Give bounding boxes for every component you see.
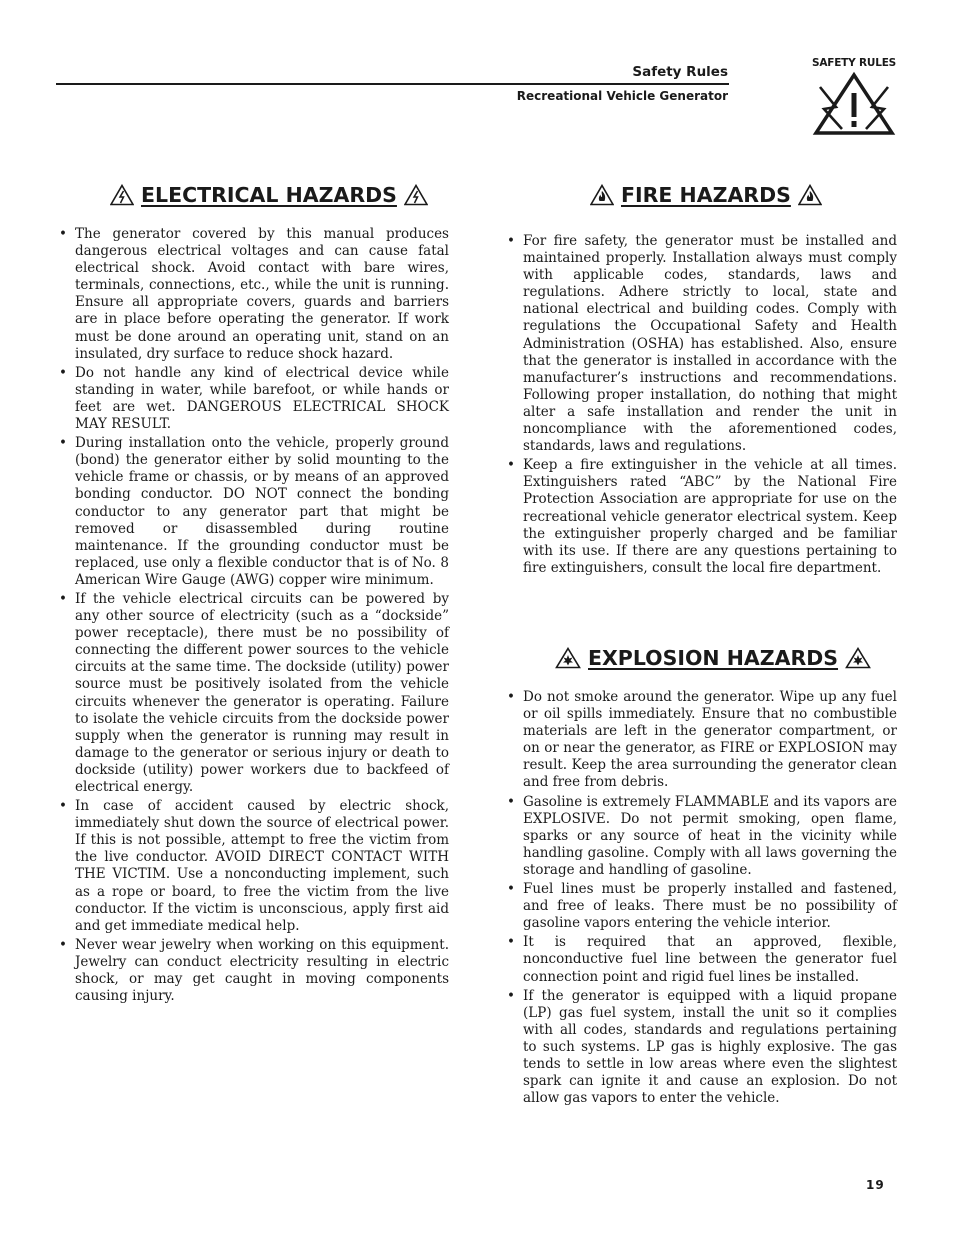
explosion-hazards-list bbox=[505, 689, 897, 1109]
list-item: • Do not smoke around the generator. Wipe up any fuel or oil spills immediately. Ensure that no combustible materials are left in the generator compartment, or on or near the generator, as FIRE or EXPLOSION may result. Keep the area surrounding the generator clean and free from debris. bbox=[505, 689, 897, 792]
safety-warning-icon bbox=[812, 71, 896, 137]
fire-warning-icon bbox=[798, 184, 822, 206]
list-item: • For fire safety, the generator must be installed and maintained properly. Installation always must comply with applicable codes, standards, laws and regulations. Adhere strictly to local, state and national electrical and building codes. Comply with regulations the Occupational Safety and Health Administration (OSHA) has established. Also, ensure that the generator is installed in accordance with the manufacturer’s instructions and recommendations. Following proper installation, do nothing that might alter a safe installation and render the unit in noncompliance with the aforementioned codes, standards, laws and regulations. bbox=[505, 233, 897, 455]
electrical-hazards-list bbox=[57, 226, 449, 1007]
header-rule bbox=[56, 83, 729, 85]
list-item: • Never wear jewelry when working on this equipment. Jewelry can conduct electricity resulting in electric shock, or may get caught in moving components causing injury. bbox=[57, 937, 449, 1005]
explosion-warning-icon bbox=[845, 647, 871, 669]
list-item: • Fuel lines must be properly installed and fastened, and free of leaks. There must be no possibility of gasoline vapors entering the vehicle interior. bbox=[505, 881, 897, 932]
fire-hazards-heading bbox=[590, 183, 822, 207]
electrical-hazards-title: ELECTRICAL HAZARDS bbox=[141, 183, 397, 207]
fire-warning-icon bbox=[590, 184, 614, 206]
explosion-hazards-heading bbox=[555, 646, 871, 670]
list-item: • Do not handle any kind of electrical device while standing in water, while barefoot, or while hands or feet are wet. DANGEROUS ELECTRICAL SHOCK MAY RESULT. bbox=[57, 365, 449, 433]
explosion-warning-icon bbox=[555, 647, 581, 669]
list-item: • If the vehicle electrical circuits can be powered by any other source of electricity (such as a “dockside” power receptacle), there must be no possibility of connecting the different power sources to the vehicle circuits at the same time. The dockside (utility) power source must be positively isolated from the vehicle circuits whenever the generator is operating. Failure to isolate the vehicle circuits from the dockside power supply when the generator is running may result in damage to the generator or serious injury or death to dockside (utility) power workers due to backfeed of electrical energy. bbox=[57, 591, 449, 796]
list-item: • It is required that an approved, flexible, nonconductive fuel line between the generator fuel connection point and rigid fuel lines be installed. bbox=[505, 934, 897, 985]
list-item: • The generator covered by this manual produces dangerous electrical voltages and can cause fatal electrical shock. Avoid contact with bare wires, terminals, connections, etc., while the unit is running. Ensure all appropriate covers, guards and barriers are in place before operating the generator. If work must be done around an operating unit, stand on an insulated, dry surface to reduce shock hazard. bbox=[57, 226, 449, 363]
electric-shock-warning-icon bbox=[404, 184, 428, 206]
electric-shock-warning-icon bbox=[110, 184, 134, 206]
fire-hazards-list bbox=[505, 233, 897, 579]
electrical-hazards-heading bbox=[110, 183, 428, 207]
list-item: • Keep a fire extinguisher in the vehicle at all times. Extinguishers rated “ABC” by the National Fire Protection Association are appropriate for use on the recreational vehicle generator electrical system. Keep the extinguisher properly charged and be familiar with its use. If there are any questions pertaining to fire extinguishers, consult the local fire department. bbox=[505, 457, 897, 577]
page-number: 19 bbox=[866, 1178, 885, 1192]
running-header-title: Safety Rules bbox=[632, 64, 728, 80]
list-item: • During installation onto the vehicle, properly ground (bond) the generator either by solid mounting to the vehicle frame or chassis, or by means of an approved bonding conductor. DO NOT connect the bonding conductor to any generator part that might be removed or disassembled during routine maintenance. If the grounding conductor must be replaced, use only a flexible conductor that is of No. 8 American Wire Gauge (AWG) copper wire minimum. bbox=[57, 435, 449, 589]
running-header-subtitle: Recreational Vehicle Generator bbox=[516, 89, 728, 103]
safety-rules-badge-label: SAFETY RULES bbox=[811, 57, 897, 69]
safety-rules-badge bbox=[808, 57, 900, 137]
list-item: • In case of accident caused by electric shock, immediately shut down the source of electrical power. If this is not possible, attempt to free the victim from the live conductor. AVOID DIRECT CONTACT WITH THE VICTIM. Use a nonconducting implement, such as a rope or board, to free the victim from the live conductor. If the victim is unconscious, apply first aid and get immediate medical help. bbox=[57, 798, 449, 935]
explosion-hazards-title: EXPLOSION HAZARDS bbox=[588, 646, 839, 670]
list-item: • Gasoline is extremely FLAMMABLE and its vapors are EXPLOSIVE. Do not permit smoking, open flame, sparks or any source of heat in the vicinity while handling gasoline. Comply with all laws governing the storage and handling of gasoline. bbox=[505, 794, 897, 879]
fire-hazards-title: FIRE HAZARDS bbox=[621, 183, 791, 207]
list-item: • If the generator is equipped with a liquid propane (LP) gas fuel system, install the unit so it complies with all codes, standards and regulations pertaining to such systems. LP gas is highly explosive. The gas tends to settle in low areas where even the slightest spark can ignite it and cause an explosion. Do not allow gas vapors to enter the vehicle. bbox=[505, 988, 897, 1108]
